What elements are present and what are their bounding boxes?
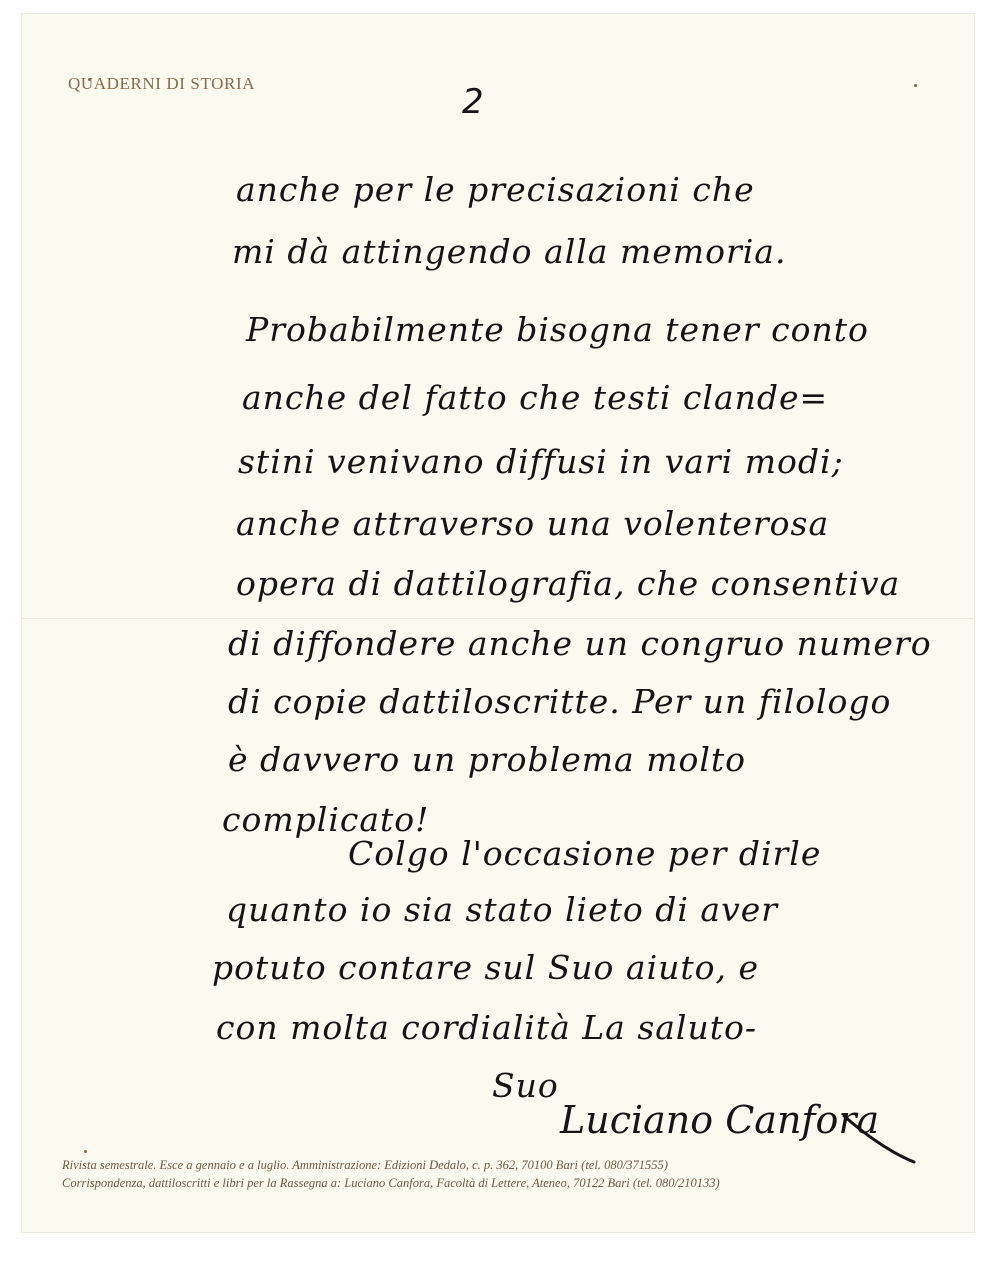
letter-line: quanto io sia stato lieto di aver (226, 890, 779, 929)
letter-line: è davvero un problema molto (228, 740, 747, 779)
letter-line: Probabilmente bisogna tener conto (246, 310, 869, 349)
paper-speck (84, 1150, 87, 1153)
letter-line: di copie dattiloscritte. Per un filologo (228, 682, 892, 721)
letter-line: anche del fatto che testi clande= (242, 378, 829, 417)
letterhead-title: QUADERNI DI STORIA (68, 74, 256, 93)
letter-line: mi dà attingendo alla memoria. (232, 232, 787, 271)
letter-line: anche per le precisazioni che (236, 170, 755, 209)
letter-line: complicato! (222, 800, 430, 839)
paper-fold-line (22, 618, 974, 619)
page-number: 2 (462, 82, 484, 122)
signature: Luciano Canfora (560, 1098, 880, 1142)
letter-line: di diffondere anche un congruo numero (228, 624, 932, 663)
signature-flourish (840, 1110, 920, 1170)
letter-line: Suo (492, 1066, 559, 1105)
footer-line-administration: Rivista semestrale. Esce a gennaio e a luglio. Amministrazione: Edizioni Dedalo, c. p. 362, 70100 Bari (tel. 080/371555) (62, 1158, 668, 1172)
letter-line: anche attraverso una volenterosa (236, 504, 830, 543)
letter-line: stini venivano diffusi in vari modi; (238, 442, 844, 481)
footer-line-correspondence: Corrispondenza, dattiloscritti e libri per la Rassegna a: Luciano Canfora, Facoltà di Lettere, Ateneo, 70122 Bari (tel. 080/210133) (62, 1176, 720, 1190)
letter-line: Colgo l'occasione per dirle (348, 834, 822, 873)
letter-line: potuto contare sul Suo aiuto, e (212, 948, 760, 987)
letter-line: opera di dattilografia, che consentiva (236, 564, 901, 603)
letterhead-footer (62, 1156, 720, 1192)
paper-speck (914, 84, 917, 87)
letter-line: con molta cordialità La saluto- (216, 1008, 758, 1047)
